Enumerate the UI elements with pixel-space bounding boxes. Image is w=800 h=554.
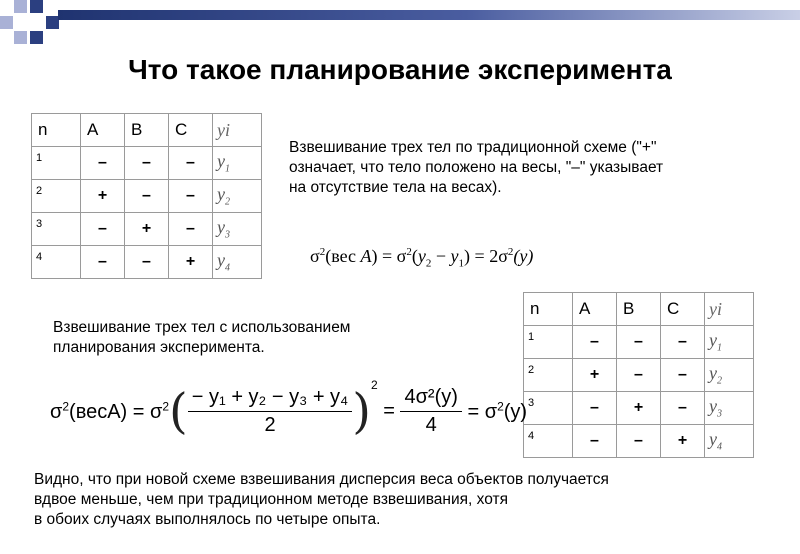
slide-header-decoration xyxy=(0,0,800,40)
text-conclusion xyxy=(34,470,774,530)
header-yi: yi xyxy=(705,293,754,326)
fraction-denominator-2: 4 xyxy=(425,414,437,437)
table-row xyxy=(32,213,262,246)
cell-y: $y_4$ xyxy=(213,246,262,279)
table-planned xyxy=(523,292,754,458)
table-row xyxy=(524,392,754,425)
cell-b: – xyxy=(617,359,661,392)
header-yi: yi xyxy=(213,114,262,147)
slide-title: Что такое планирование эксперимента xyxy=(128,54,672,85)
fraction-denominator: 2 xyxy=(264,414,276,437)
conclusion-line: Видно, что при новой схеме взвешивания дисперсия веса объектов получается xyxy=(34,471,609,488)
decor-square xyxy=(30,0,43,13)
cell-b: + xyxy=(617,392,661,425)
cell-c: + xyxy=(169,246,213,279)
cell-c: + xyxy=(661,425,705,458)
cell-n: 4 xyxy=(32,246,81,279)
decor-square xyxy=(0,16,13,29)
decorative-squares xyxy=(0,0,60,44)
table-traditional xyxy=(31,113,262,279)
cell-b: + xyxy=(125,213,169,246)
conclusion-line: в обоих случаях выполнялось по четыре опыта. xyxy=(34,511,381,528)
conclusion-line: вдвое меньше, чем при традиционном методе взвешивания, хотя xyxy=(34,491,508,508)
cell-y: $y_2$ xyxy=(705,359,754,392)
table-header-row xyxy=(32,114,262,147)
formula-traditional: $\sigma^2(вес$ $A) = \sigma^2(y_2 - y_1) = 2\sigma^2(y)$ xyxy=(310,246,534,270)
cell-n: 2 xyxy=(524,359,573,392)
cell-n: 3 xyxy=(524,392,573,425)
cell-a: – xyxy=(81,147,125,180)
header-n: n xyxy=(524,293,573,326)
cell-a: – xyxy=(573,425,617,458)
cell-a: – xyxy=(81,246,125,279)
cell-n: 4 xyxy=(524,425,573,458)
fraction-numerator-2: 4σ²(y) xyxy=(400,386,461,412)
cell-a: + xyxy=(81,180,125,213)
table-row xyxy=(32,180,262,213)
fraction-numerator: − y₁ + y₂ − y₃ + y₄ xyxy=(188,386,352,412)
cell-b: – xyxy=(125,147,169,180)
cell-y: $y_4$ xyxy=(705,425,754,458)
cell-a: – xyxy=(573,392,617,425)
cell-c: – xyxy=(661,359,705,392)
header-b: B xyxy=(617,293,661,326)
cell-b: – xyxy=(125,180,169,213)
header-b: B xyxy=(125,114,169,147)
cell-y: $y_3$ xyxy=(213,213,262,246)
header-bar xyxy=(58,10,800,20)
cell-n: 1 xyxy=(524,326,573,359)
table-row xyxy=(32,147,262,180)
cell-c: – xyxy=(169,147,213,180)
cell-a: + xyxy=(573,359,617,392)
cell-n: 2 xyxy=(32,180,81,213)
table-header-row xyxy=(524,293,754,326)
header-c: C xyxy=(661,293,705,326)
decor-square xyxy=(14,0,27,13)
cell-c: – xyxy=(661,392,705,425)
cell-y: $y_2$ xyxy=(213,180,262,213)
cell-b: – xyxy=(617,326,661,359)
cell-y: $y_1$ xyxy=(705,326,754,359)
cell-y: $y_3$ xyxy=(705,392,754,425)
text-traditional: Взвешивание трех тел по традиционной схеме ("+" означает, что тело положено на весы, "–" указывает на отсутствие тела на весах). xyxy=(289,139,664,196)
table-row xyxy=(32,246,262,279)
cell-b: – xyxy=(125,246,169,279)
table-row xyxy=(524,359,754,392)
decor-square xyxy=(14,31,27,44)
cell-n: 3 xyxy=(32,213,81,246)
formula-planned: $\sigma^2(весA) = \sigma^2$( $\frac{\text{− y₁ + y₂ − y₃ + y₄}}{2}$ )$^2$ = $\frac{\text{4σ²(y)}}{4}$ = $\sigma^2(y)$ xyxy=(50,378,528,440)
cell-b: – xyxy=(617,425,661,458)
table-row xyxy=(524,425,754,458)
decor-square xyxy=(30,31,43,44)
cell-c: – xyxy=(169,213,213,246)
cell-a: – xyxy=(573,326,617,359)
cell-c: – xyxy=(661,326,705,359)
header-a: A xyxy=(81,114,125,147)
header-c: C xyxy=(169,114,213,147)
cell-a: – xyxy=(81,213,125,246)
header-a: A xyxy=(573,293,617,326)
cell-n: 1 xyxy=(32,147,81,180)
table-row xyxy=(524,326,754,359)
cell-c: – xyxy=(169,180,213,213)
header-n: n xyxy=(32,114,81,147)
text-planning: Взвешивание трех тел с использованием планирования эксперимента. xyxy=(53,319,351,356)
cell-y: $y_1$ xyxy=(213,147,262,180)
